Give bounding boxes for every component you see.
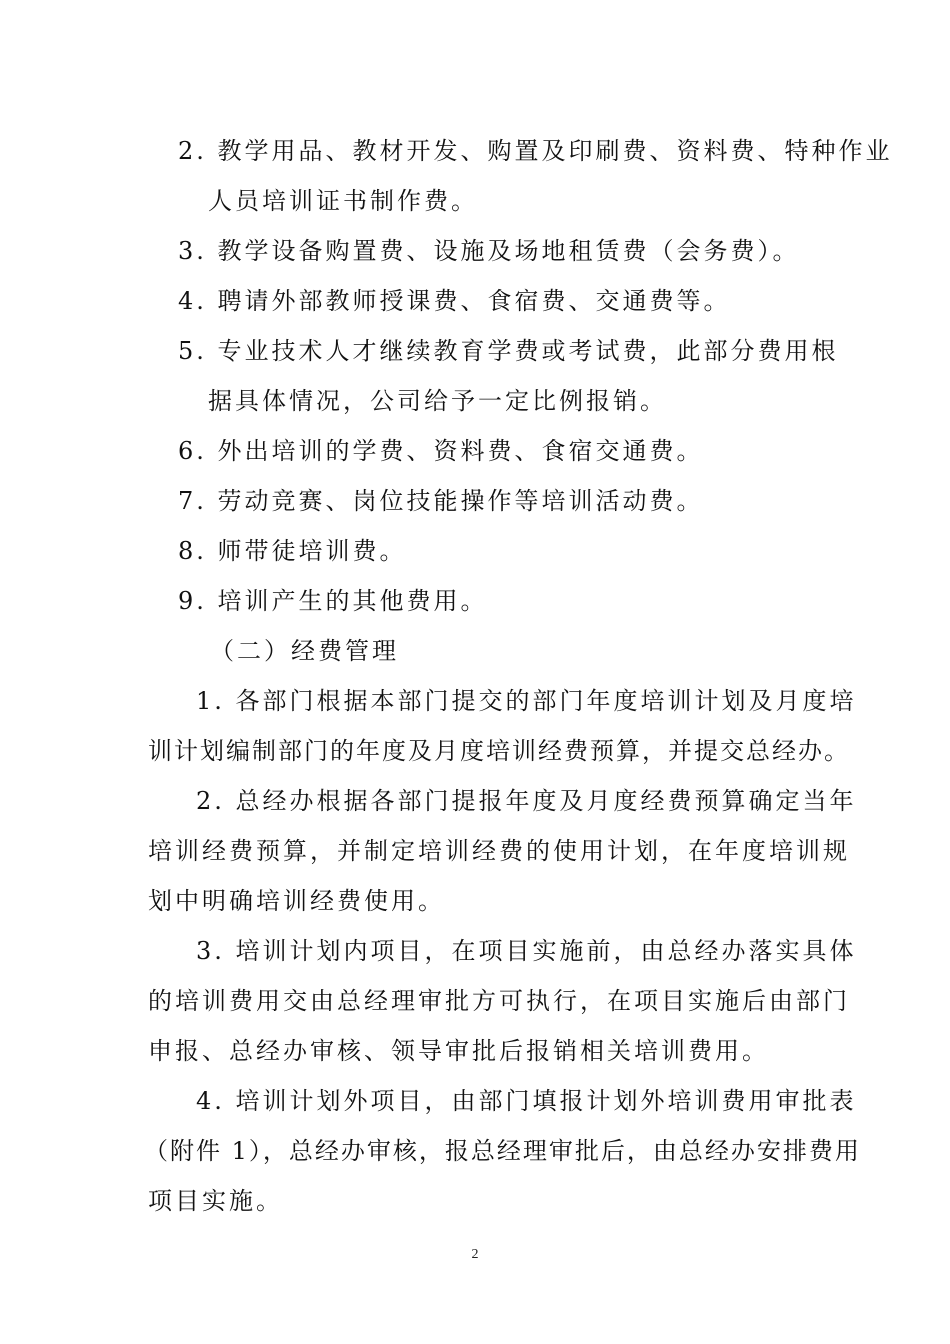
text-line: 2. 总经办根据各部门提报年度及月度经费预算确定当年 <box>196 787 857 815</box>
text-line: （附件 1），总经办审核，报总经理审批后，由总经办安排费用 <box>144 1137 861 1165</box>
text-line: 6. 外出培训的学费、资料费、食宿交通费。 <box>178 437 704 465</box>
text-line: 人员培训证书制作费。 <box>208 187 478 215</box>
text-line: 3. 教学设备购置费、设施及场地租赁费（会务费）。 <box>178 237 800 265</box>
text-line: 9. 培训产生的其他费用。 <box>178 587 488 615</box>
text-line: 划中明确培训经费使用。 <box>148 887 445 915</box>
text-line: 7. 劳动竞赛、岗位技能操作等培训活动费。 <box>178 487 704 515</box>
text-line: 训计划编制部门的年度及月度培训经费预算，并提交总经办。 <box>148 737 850 765</box>
text-line: 2. 教学用品、教材开发、购置及印刷费、资料费、特种作业 <box>178 137 893 165</box>
text-line: 项目实施。 <box>148 1187 283 1215</box>
text-line: 培训经费预算，并制定培训经费的使用计划，在年度培训规 <box>148 837 850 865</box>
text-line: 申报、总经办审核、领导审批后报销相关培训费用。 <box>148 1037 769 1065</box>
section-heading: （二）经费管理 <box>210 637 399 665</box>
text-line: 3. 培训计划内项目，在项目实施前，由总经办落实具体 <box>196 937 857 965</box>
page-number: 2 <box>471 1247 479 1262</box>
text-line: 据具体情况，公司给予一定比例报销。 <box>208 387 667 415</box>
text-line: 8. 师带徒培训费。 <box>178 537 407 565</box>
text-line: 4. 培训计划外项目，由部门填报计划外培训费用审批表 <box>196 1087 857 1115</box>
text-line: 4. 聘请外部教师授课费、食宿费、交通费等。 <box>178 287 731 315</box>
text-line: 1. 各部门根据本部门提交的部门年度培训计划及月度培 <box>196 687 857 715</box>
text-line: 的培训费用交由总经理审批方可执行，在项目实施后由部门 <box>148 987 850 1015</box>
text-line: 5. 专业技术人才继续教育学费或考试费，此部分费用根 <box>178 337 839 365</box>
